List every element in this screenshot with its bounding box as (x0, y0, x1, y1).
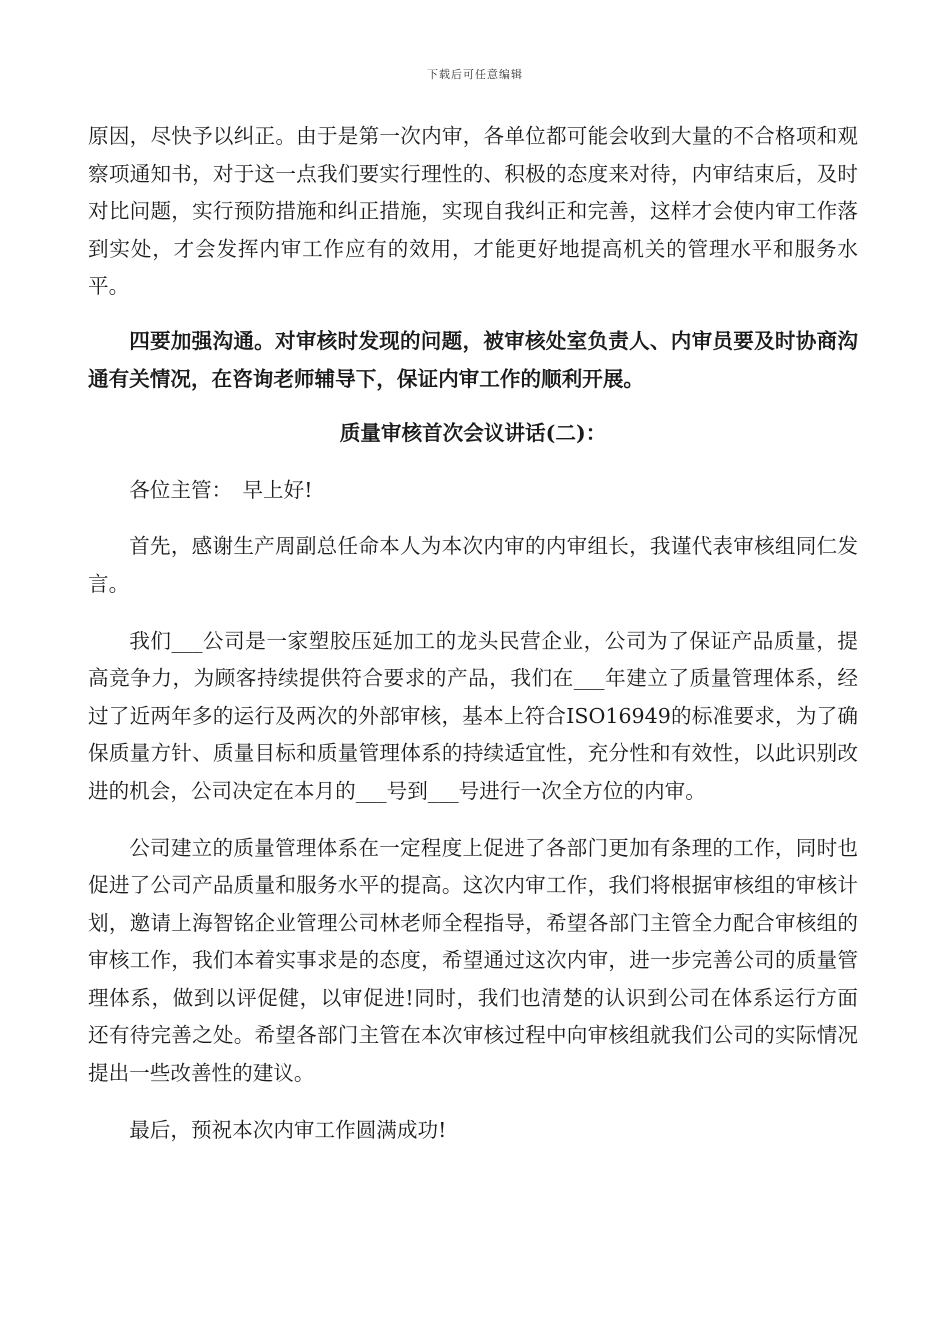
paragraph-company: 我们___公司是一家塑胶压延加工的龙头民营企业，公司为了保证产品质量，提高竞争力，为顾客持续提供符合要求的产品，我们在___年建立了质量管理体系，经过了近两年多的运行及两次的外部审核，基本上符合ISO16949的标准要求，为了确保质量方针、质量目标和质量管理体系的持续适宜性，充分性和有效性，以此识别改进的机会，公司决定在本月的___号到___号进行一次全方位的内审。 (88, 628, 858, 803)
document-body (88, 118, 858, 1149)
paragraph-continuation: 原因，尽快予以纠正。由于是第一次内审，各单位都可能会收到大量的不合格项和观察项通知书，对于这一点我们要实行理性的、积极的态度来对待，内审结束后，及时对比问题，实行预防措施和纠正措施，实现自我纠正和完善，这样才会使内审工作落到实处，才会发挥内审工作应有的效用，才能更好地提高机关的管理水平和服务水平。 (88, 124, 858, 299)
page-header-note: 下载后可任意编辑 (427, 68, 523, 81)
section-heading: 质量审核首次会议讲话(二)： (339, 421, 607, 446)
paragraph-intro: 首先，感谢生产周副总任命本人为本次内审的内审组长，我谨代表审核组同仁发言。 (88, 534, 858, 596)
greeting-line: 各位主管： 早上好! (129, 477, 313, 502)
paragraph-closing: 最后，预祝本次内审工作圆满成功! (129, 1117, 447, 1142)
paragraph-system: 公司建立的质量管理体系在一定程度上促进了各部门更加有条理的工作，同时也促进了公司产品质量和服务水平的提高。这次内审工作，我们将根据审核组的审核计划，邀请上海智铭企业管理公司林老师全程指导，希望各部门主管全力配合审核组的审核工作，我们本着实事求是的态度，希望通过这次内审，进一步完善公司的质量管理体系，做到以评促健，以审促进!同时，我们也清楚的认识到公司在体系运行方面还有待完善之处。希望各部门主管在本次审核过程中向审核组就我们公司的实际情况提出一些改善性的建议。 (88, 835, 858, 1086)
paragraph-communication: 四要加强沟通。对审核时发现的问题，被审核处室负责人、内审员要及时协商沟通有关情况，在咨询老师辅导下，保证内审工作的顺利开展。 (88, 328, 858, 391)
